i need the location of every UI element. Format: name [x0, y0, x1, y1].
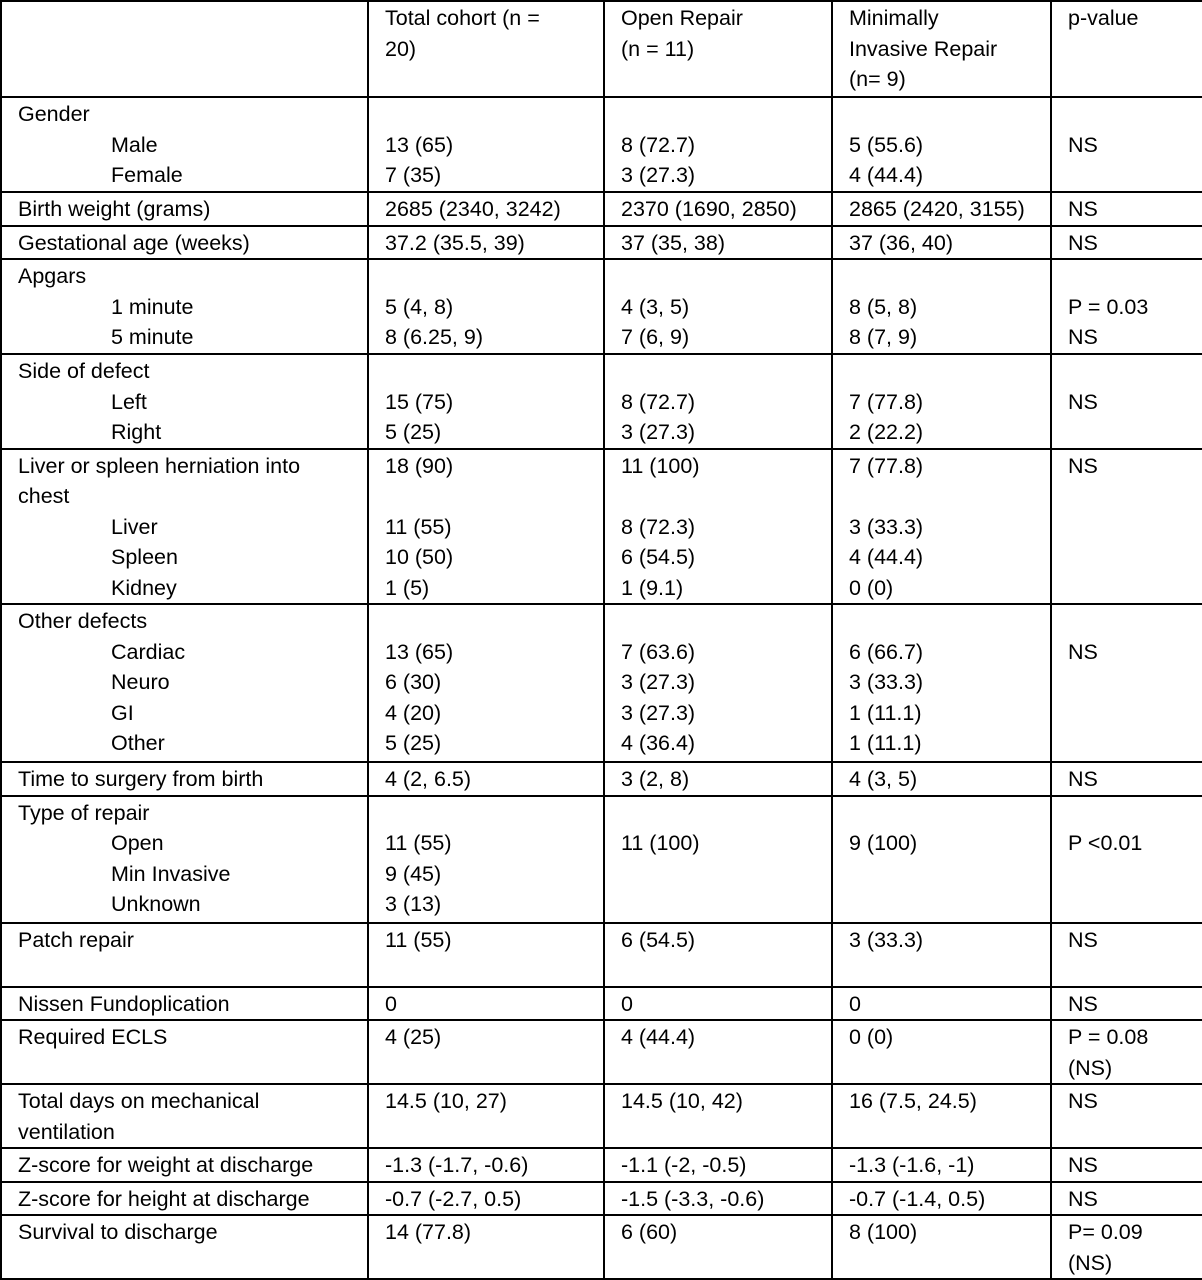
cell-value: 1 (11.1) [849, 731, 922, 755]
cell-value: NS [1068, 991, 1098, 1016]
cell-value: 10 (50) [385, 545, 454, 569]
p-value-cell [1051, 97, 1202, 192]
cell-value: 7 (77.8) [849, 453, 924, 478]
cell-value: NS [1068, 389, 1098, 414]
table-row [1, 1215, 1202, 1279]
open-repair-cell [604, 1182, 832, 1216]
table-row [1, 1020, 1202, 1084]
total-cohort-cell [368, 1148, 604, 1182]
cell-value: 5 (55.6) [849, 132, 924, 157]
row-label: chest [18, 484, 70, 508]
total-cohort-cell [368, 1215, 604, 1279]
cell-value [621, 261, 825, 292]
p-value-cell [1051, 923, 1202, 987]
table-row [1, 354, 1202, 449]
cell-value: 3 (27.3) [621, 700, 696, 725]
total-cohort-cell [368, 192, 604, 226]
minimally-invasive-cell [832, 1020, 1051, 1084]
row-label: Required ECLS [18, 1025, 168, 1049]
table-row [1, 1182, 1202, 1216]
header-text: (n= 9) [849, 67, 906, 91]
cell-value [849, 261, 1044, 292]
p-value-cell [1051, 1182, 1202, 1216]
header-label [18, 3, 361, 34]
row-label-cell [1, 923, 368, 987]
header-text: p-value [1068, 6, 1139, 30]
header-text: 20) [385, 36, 417, 61]
cell-value: NS [1068, 1089, 1098, 1113]
total-cohort-cell [368, 449, 604, 605]
table-row [1, 987, 1202, 1021]
row-label-cell [1, 192, 368, 226]
cell-value: 8 (7, 9) [849, 325, 918, 349]
table-body [1, 1, 1202, 1279]
row-sublabel: Right [111, 420, 162, 444]
cell-value: 2 (22.2) [849, 420, 924, 444]
row-sublabel: Unknown [111, 892, 201, 916]
open-repair-cell [604, 1084, 832, 1148]
cell-value: 0 [385, 991, 397, 1016]
cell-value: NS [1068, 197, 1098, 221]
p-value-cell [1051, 1084, 1202, 1148]
row-label: Gender [18, 102, 90, 126]
header-text: Open Repair [621, 6, 743, 30]
cell-value [1068, 798, 1196, 829]
row-label-cell [1, 987, 368, 1021]
row-label-cell [1, 226, 368, 260]
cell-value: 4 (20) [385, 700, 442, 725]
total-cohort-cell [368, 1084, 604, 1148]
minimally-invasive-cell [832, 1084, 1051, 1148]
row-sublabel: Neuro [111, 670, 170, 694]
table-row [1, 192, 1202, 226]
cell-value: 8 (72.3) [621, 514, 696, 539]
row-label: Apgars [18, 264, 87, 288]
row-label: ventilation [18, 1119, 115, 1144]
total-cohort-cell [368, 987, 604, 1021]
minimally-invasive-cell [832, 923, 1051, 987]
table-row [1, 604, 1202, 762]
cell-value: 1 (11.1) [849, 700, 922, 725]
cell-value: 7 (6, 9) [621, 325, 690, 349]
total-cohort-cell [368, 762, 604, 796]
cell-value: 1 (9.1) [621, 575, 684, 600]
cell-value [385, 606, 597, 637]
row-sublabel: Other [111, 731, 165, 755]
row-label-cell [1, 1148, 368, 1182]
row-label-cell [1, 1084, 368, 1148]
cell-value: 3 (2, 8) [621, 767, 690, 791]
cell-value [849, 99, 1044, 130]
header-text: Minimally [849, 6, 939, 30]
cell-value: P= 0.09 [1068, 1220, 1143, 1244]
row-sublabel: Left [111, 389, 147, 414]
cell-value: 3 (33.3) [849, 670, 924, 694]
cell-value: 4 (44.4) [849, 545, 924, 569]
cell-value: 11 (100) [621, 453, 700, 478]
minimally-invasive-cell [832, 987, 1051, 1021]
cell-value: 14 (77.8) [385, 1220, 472, 1244]
cell-value: 13 (65) [385, 639, 454, 664]
p-value-cell [1051, 604, 1202, 762]
open-repair-cell [604, 226, 832, 260]
cell-value: 3 (27.3) [621, 163, 696, 187]
cell-value: 37.2 (35.5, 39) [385, 230, 525, 255]
row-label-cell [1, 354, 368, 449]
header-minimally-invasive [832, 1, 1051, 97]
cell-value: 4 (3, 5) [849, 767, 918, 791]
row-label: Liver or spleen herniation into [18, 453, 301, 478]
cell-value [1068, 99, 1196, 130]
cell-value: 2685 (2340, 3242) [385, 197, 561, 221]
cell-value: NS [1068, 1153, 1098, 1177]
row-label: Survival to discharge [18, 1220, 218, 1244]
table-row [1, 796, 1202, 923]
cell-value [849, 481, 1044, 512]
row-label: Gestational age (weeks) [18, 230, 250, 255]
cell-value: 8 (6.25, 9) [385, 325, 483, 349]
cell-value: 1 (5) [385, 575, 430, 600]
open-repair-cell [604, 762, 832, 796]
row-sublabel: Cardiac [111, 639, 186, 664]
cell-value [385, 481, 597, 512]
cell-value: (NS) [1068, 1055, 1113, 1080]
row-sublabel: Min Invasive [111, 861, 231, 886]
cell-value: NS [1068, 453, 1098, 478]
cell-value: 6 (66.7) [849, 639, 924, 664]
open-repair-cell [604, 604, 832, 762]
cell-value: 5 (25) [385, 731, 442, 755]
cell-value: 8 (5, 8) [849, 294, 918, 319]
total-cohort-cell [368, 226, 604, 260]
header-open-repair [604, 1, 832, 97]
cell-value [621, 606, 825, 637]
cell-value: 0 [621, 991, 633, 1016]
cell-value [385, 798, 597, 829]
cell-value [385, 261, 597, 292]
minimally-invasive-cell [832, 796, 1051, 923]
cell-value: 37 (35, 38) [621, 230, 725, 255]
cell-value: 14.5 (10, 42) [621, 1089, 743, 1113]
cell-value: -1.5 (-3.3, -0.6) [621, 1186, 765, 1211]
minimally-invasive-cell [832, 192, 1051, 226]
row-sublabel: Kidney [111, 575, 177, 600]
total-cohort-cell [368, 1020, 604, 1084]
minimally-invasive-cell [832, 604, 1051, 762]
total-cohort-cell [368, 1182, 604, 1216]
row-label-cell [1, 97, 368, 192]
cell-value: 4 (44.4) [621, 1025, 696, 1049]
table-row [1, 762, 1202, 796]
cell-value [849, 356, 1044, 387]
cell-value: 3 (27.3) [621, 670, 696, 694]
cell-value: NS [1068, 639, 1098, 664]
cell-value: NS [1068, 927, 1098, 952]
minimally-invasive-cell [832, 1148, 1051, 1182]
cell-value: P = 0.03 [1068, 294, 1149, 319]
cell-value: -1.3 (-1.7, -0.6) [385, 1153, 529, 1177]
cell-value: 5 (25) [385, 420, 442, 444]
header-text: Total cohort (n = [385, 6, 540, 30]
cell-value: -0.7 (-1.4, 0.5) [849, 1186, 986, 1211]
cell-value: 4 (25) [385, 1025, 442, 1049]
p-value-cell [1051, 1020, 1202, 1084]
row-label: Time to surgery from birth [18, 767, 264, 791]
row-sublabel: Open [111, 831, 164, 855]
total-cohort-cell [368, 796, 604, 923]
minimally-invasive-cell [832, 1215, 1051, 1279]
row-label: Nissen Fundoplication [18, 991, 230, 1016]
cell-value: 4 (2, 6.5) [385, 767, 472, 791]
open-repair-cell [604, 1215, 832, 1279]
cell-value [1068, 261, 1196, 292]
total-cohort-cell [368, 97, 604, 192]
cell-value: -0.7 (-2.7, 0.5) [385, 1186, 522, 1211]
row-label: Type of repair [18, 800, 150, 825]
p-value-cell [1051, 762, 1202, 796]
open-repair-cell [604, 796, 832, 923]
cell-value: 2865 (2420, 3155) [849, 197, 1025, 221]
cell-value: 3 (27.3) [621, 420, 696, 444]
cell-value: 0 (0) [849, 1025, 894, 1049]
p-value-cell [1051, 259, 1202, 354]
cell-value: P <0.01 [1068, 831, 1143, 855]
cell-value: 16 (7.5, 24.5) [849, 1089, 977, 1113]
open-repair-cell [604, 354, 832, 449]
cell-value [621, 481, 825, 512]
cell-value: 8 (72.7) [621, 389, 696, 414]
cell-value [385, 356, 597, 387]
total-cohort-cell [368, 604, 604, 762]
row-label-cell [1, 259, 368, 354]
row-label: Total days on mechanical [18, 1089, 260, 1113]
table-row [1, 923, 1202, 987]
row-label: Z-score for weight at discharge [18, 1153, 314, 1177]
cell-value: 0 (0) [849, 575, 894, 600]
p-value-cell [1051, 354, 1202, 449]
row-sublabel: Male [111, 132, 158, 157]
cell-value: 9 (45) [385, 861, 442, 886]
cell-value: 3 (33.3) [849, 514, 924, 539]
minimally-invasive-cell [832, 762, 1051, 796]
cell-value: 18 (90) [385, 453, 454, 478]
header-text: Invasive Repair [849, 36, 998, 61]
minimally-invasive-cell [832, 1182, 1051, 1216]
row-label: Other defects [18, 609, 148, 633]
row-label-cell [1, 1020, 368, 1084]
table-row [1, 259, 1202, 354]
cell-value: 6 (60) [621, 1220, 678, 1244]
total-cohort-cell [368, 354, 604, 449]
table-row [1, 449, 1202, 605]
open-repair-cell [604, 192, 832, 226]
header-label-cell [1, 1, 368, 97]
row-label [18, 955, 361, 986]
p-value-cell [1051, 796, 1202, 923]
open-repair-cell [604, 449, 832, 605]
row-label-cell [1, 796, 368, 923]
row-sublabel: GI [111, 700, 134, 725]
cell-value: 11 (55) [385, 831, 452, 855]
cell-value: -1.3 (-1.6, -1) [849, 1153, 975, 1177]
cell-value: 9 (100) [849, 831, 918, 855]
open-repair-cell [604, 1148, 832, 1182]
cell-value [1068, 606, 1196, 637]
cell-value: P = 0.08 [1068, 1025, 1149, 1049]
row-sublabel: Liver [111, 514, 158, 539]
p-value-cell [1051, 226, 1202, 260]
cell-value: 14.5 (10, 27) [385, 1089, 507, 1113]
minimally-invasive-cell [832, 449, 1051, 605]
cell-value: (NS) [1068, 1250, 1113, 1275]
row-sublabel: Spleen [111, 545, 178, 569]
cell-value: -1.1 (-2, -0.5) [621, 1153, 747, 1177]
cell-value [621, 356, 825, 387]
row-sublabel: 1 minute [111, 294, 194, 319]
cell-value [385, 99, 597, 130]
cell-value: 13 (65) [385, 132, 454, 157]
cell-value: 0 [849, 991, 861, 1016]
cell-value: 3 (13) [385, 892, 442, 916]
cell-value: 2370 (1690, 2850) [621, 197, 797, 221]
open-repair-cell [604, 923, 832, 987]
cell-value: 4 (44.4) [849, 163, 924, 187]
row-sublabel: Female [111, 163, 183, 187]
cell-value [621, 99, 825, 130]
cell-value: NS [1068, 1186, 1098, 1211]
open-repair-cell [604, 97, 832, 192]
cell-value: 3 (33.3) [849, 927, 924, 952]
p-value-cell [1051, 192, 1202, 226]
total-cohort-cell [368, 923, 604, 987]
cell-value: 6 (30) [385, 670, 442, 694]
minimally-invasive-cell [832, 226, 1051, 260]
cell-value: 8 (72.7) [621, 132, 696, 157]
cell-value: 7 (63.6) [621, 639, 696, 664]
cell-value: 8 (100) [849, 1220, 918, 1244]
cell-value [849, 606, 1044, 637]
row-label-cell [1, 762, 368, 796]
row-label: Z-score for height at discharge [18, 1186, 310, 1211]
minimally-invasive-cell [832, 259, 1051, 354]
row-label-cell [1, 1182, 368, 1216]
minimally-invasive-cell [832, 97, 1051, 192]
total-cohort-cell [368, 259, 604, 354]
minimally-invasive-cell [832, 354, 1051, 449]
p-value-cell [1051, 987, 1202, 1021]
row-label: Patch repair [18, 927, 134, 952]
cell-value: 6 (54.5) [621, 927, 696, 952]
open-repair-cell [604, 259, 832, 354]
cell-value [621, 798, 825, 829]
row-label-cell [1, 604, 368, 762]
cell-value: 37 (36, 40) [849, 230, 953, 255]
cell-value: 7 (35) [385, 163, 442, 187]
open-repair-cell [604, 987, 832, 1021]
cell-value: NS [1068, 325, 1098, 349]
cell-value: 7 (77.8) [849, 389, 924, 414]
p-value-cell [1051, 1148, 1202, 1182]
cell-value: 15 (75) [385, 389, 454, 414]
p-value-cell [1051, 449, 1202, 605]
cell-value: NS [1068, 767, 1098, 791]
row-label: Side of defect [18, 359, 150, 383]
cell-value: NS [1068, 230, 1098, 255]
row-label-cell [1, 449, 368, 605]
cell-value [1068, 356, 1196, 387]
cell-value: 5 (4, 8) [385, 294, 454, 319]
table-row [1, 226, 1202, 260]
header-total-cohort [368, 1, 604, 97]
cell-value: 6 (54.5) [621, 545, 696, 569]
table-row [1, 97, 1202, 192]
row-sublabel: 5 minute [111, 325, 194, 349]
table-row [1, 1148, 1202, 1182]
row-label-cell [1, 1215, 368, 1279]
cell-value [849, 798, 1044, 829]
header-text: (n = 11) [621, 36, 695, 61]
cell-value: 11 (55) [385, 927, 452, 952]
cell-value: 4 (3, 5) [621, 294, 690, 319]
header-row [1, 1, 1202, 97]
cell-value: 11 (100) [621, 831, 700, 855]
p-value-cell [1051, 1215, 1202, 1279]
cell-value: 11 (55) [385, 514, 452, 539]
open-repair-cell [604, 1020, 832, 1084]
cell-value: NS [1068, 132, 1098, 157]
row-label: Birth weight (grams) [18, 197, 211, 221]
cell-value: 4 (36.4) [621, 731, 696, 755]
table-row [1, 1084, 1202, 1148]
header-p-value [1051, 1, 1202, 97]
